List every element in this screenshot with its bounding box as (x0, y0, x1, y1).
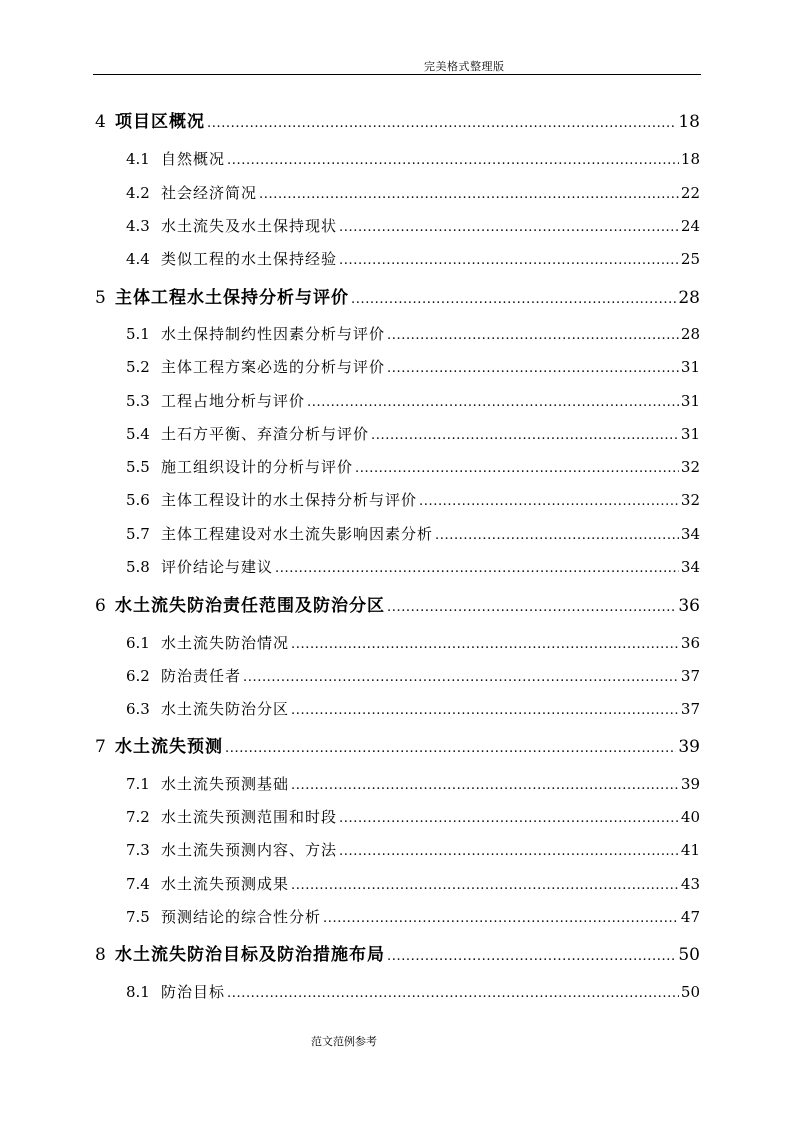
toc-entry-title: 自然概况 (161, 150, 226, 168)
toc-entry-number: 5.7 (126, 525, 150, 543)
toc-entry-title: 项目区概况 (115, 112, 205, 132)
toc-page-number: 34 (680, 558, 700, 576)
toc-page-number: 50 (680, 983, 700, 1001)
toc-dot-leader (207, 116, 676, 131)
toc-section-entry[interactable] (126, 773, 700, 794)
toc-section-entry[interactable] (126, 839, 700, 860)
toc-dot-leader (291, 878, 679, 893)
toc-entry-number: 7.3 (126, 841, 150, 859)
toc-entry-number: 6.1 (126, 634, 150, 652)
toc-dot-leader (291, 703, 679, 718)
toc-entry-title: 土石方平衡、弃渣分析与评价 (161, 425, 370, 443)
toc-dot-leader (387, 361, 679, 376)
toc-chapter-entry[interactable] (95, 591, 700, 616)
toc-page-number: 31 (680, 425, 700, 443)
toc-page-number: 36 (680, 634, 700, 652)
toc-dot-leader (243, 670, 679, 685)
toc-entry-title: 评价结论与建议 (161, 558, 274, 576)
toc-entry-title: 水土流失预测成果 (161, 875, 290, 893)
toc-entry-number: 8.1 (126, 983, 150, 1001)
toc-section-entry[interactable] (126, 489, 700, 510)
toc-dot-leader (291, 778, 679, 793)
toc-dot-leader (259, 187, 679, 202)
toc-page-number: 28 (680, 325, 700, 343)
toc-entry-title: 主体工程水土保持分析与评价 (115, 288, 349, 308)
toc-section-entry[interactable] (126, 423, 700, 444)
toc-page-number: 50 (678, 945, 700, 965)
toc-chapter-entry[interactable] (95, 732, 700, 757)
toc-entry-number: 8 (95, 945, 106, 965)
toc-page-number: 32 (680, 491, 700, 509)
toc-entry-title: 工程占地分析与评价 (161, 392, 306, 410)
toc-entry-number: 7.5 (126, 908, 150, 926)
toc-dot-leader (355, 461, 679, 476)
toc-dot-leader (339, 844, 679, 859)
toc-entry-title: 水土流失预测 (115, 737, 223, 757)
toc-page-number: 37 (680, 700, 700, 718)
toc-dot-leader (351, 292, 676, 307)
toc-page-number: 37 (680, 667, 700, 685)
toc-entry-number: 4 (95, 112, 106, 132)
toc-chapter-entry[interactable] (95, 940, 700, 965)
toc-page-number: 22 (680, 184, 700, 202)
toc-entry-title: 类似工程的水土保持经验 (161, 250, 338, 268)
toc-dot-leader (227, 153, 679, 168)
toc-page-number: 24 (680, 217, 700, 235)
toc-entry-number: 5 (95, 288, 106, 308)
toc-page-number: 40 (680, 808, 700, 826)
toc-section-entry[interactable] (126, 556, 700, 577)
toc-entry-number: 5.1 (126, 325, 150, 343)
toc-dot-leader (339, 220, 679, 235)
toc-page-number: 28 (678, 288, 700, 308)
toc-entry-number: 7.1 (126, 775, 150, 793)
toc-page-number: 31 (680, 392, 700, 410)
toc-section-entry[interactable] (126, 523, 700, 544)
toc-entry-title: 水土流失及水土保持现状 (161, 217, 338, 235)
toc-entry-number: 5.8 (126, 558, 150, 576)
toc-entry-title: 水土流失预测基础 (161, 775, 290, 793)
toc-section-entry[interactable] (126, 632, 700, 653)
toc-dot-leader (387, 328, 679, 343)
toc-page-number: 18 (680, 150, 700, 168)
toc-section-entry[interactable] (126, 806, 700, 827)
toc-entry-title: 主体工程方案必选的分析与评价 (161, 358, 386, 376)
toc-entry-title: 防治目标 (161, 983, 226, 1001)
toc-page-number: 25 (680, 250, 700, 268)
page-header: 完美格式整理版 (424, 60, 505, 73)
toc-dot-leader (419, 494, 679, 509)
toc-dot-leader (225, 741, 676, 756)
toc-entry-title: 水土流失预测内容、方法 (161, 841, 338, 859)
toc-section-entry[interactable] (126, 148, 700, 169)
page-footer: 范文范例参考 (311, 1035, 377, 1048)
toc-entry-title: 预测结论的综合性分析 (161, 908, 322, 926)
toc-entry-number: 5.2 (126, 358, 150, 376)
toc-dot-leader (339, 253, 679, 268)
toc-section-entry[interactable] (126, 665, 700, 686)
toc-entry-number: 4.1 (126, 150, 150, 168)
toc-section-entry[interactable] (126, 981, 700, 1002)
toc-entry-number: 7.4 (126, 875, 150, 893)
toc-dot-leader (291, 637, 679, 652)
toc-entry-number: 5.3 (126, 392, 150, 410)
toc-section-entry[interactable] (126, 906, 700, 927)
toc-page-number: 39 (678, 737, 700, 757)
toc-section-entry[interactable] (126, 323, 700, 344)
toc-section-entry[interactable] (126, 873, 700, 894)
toc-page-number: 41 (680, 841, 700, 859)
toc-section-entry[interactable] (126, 356, 700, 377)
toc-section-entry[interactable] (126, 215, 700, 236)
toc-entry-number: 6 (95, 596, 106, 616)
toc-entry-title: 水土流失防治情况 (161, 634, 290, 652)
toc-entry-number: 5.6 (126, 491, 150, 509)
toc-entry-title: 水土保持制约性因素分析与评价 (161, 325, 386, 343)
toc-entry-title: 社会经济简况 (161, 184, 258, 202)
toc-chapter-entry[interactable] (95, 107, 700, 132)
toc-page-number: 32 (680, 458, 700, 476)
toc-chapter-entry[interactable] (95, 283, 700, 308)
toc-dot-leader (339, 811, 679, 826)
toc-page-number: 39 (680, 775, 700, 793)
toc-dot-leader (387, 600, 676, 615)
toc-dot-leader (227, 986, 679, 1001)
toc-page-number: 18 (678, 112, 700, 132)
toc-section-entry[interactable] (126, 456, 700, 477)
toc-entry-number: 6.2 (126, 667, 150, 685)
toc-entry-number: 7.2 (126, 808, 150, 826)
toc-entry-number: 7 (95, 737, 106, 757)
toc-entry-title: 水土流失防治责任范围及防治分区 (115, 596, 385, 616)
toc-entry-title: 水土流失防治分区 (161, 700, 290, 718)
toc-dot-leader (275, 561, 679, 576)
toc-page-number: 43 (680, 875, 700, 893)
toc-page-number: 47 (680, 908, 700, 926)
toc-section-entry[interactable] (126, 698, 700, 719)
toc-dot-leader (387, 949, 676, 964)
toc-section-entry[interactable] (126, 248, 700, 269)
toc-section-entry[interactable] (126, 390, 700, 411)
toc-entry-number: 6.3 (126, 700, 150, 718)
toc-entry-title: 施工组织设计的分析与评价 (161, 458, 354, 476)
toc-entry-number: 4.4 (126, 250, 150, 268)
toc-page-number: 36 (678, 596, 700, 616)
toc-entry-number: 5.5 (126, 458, 150, 476)
toc-entry-title: 防治责任者 (161, 667, 242, 685)
toc-dot-leader (371, 428, 679, 443)
toc-entry-number: 4.2 (126, 184, 150, 202)
toc-entry-number: 4.3 (126, 217, 150, 235)
toc-entry-title: 主体工程建设对水土流失影响因素分析 (161, 525, 434, 543)
toc-dot-leader (307, 395, 679, 410)
toc-entry-title: 主体工程设计的水土保持分析与评价 (161, 491, 418, 509)
toc-entry-number: 5.4 (126, 425, 150, 443)
toc-page-number: 31 (680, 358, 700, 376)
toc-entry-title: 水土流失防治目标及防治措施布局 (115, 945, 385, 965)
toc-entry-title: 水土流失预测范围和时段 (161, 808, 338, 826)
toc-dot-leader (435, 528, 679, 543)
toc-section-entry[interactable] (126, 182, 700, 203)
toc-dot-leader (323, 911, 679, 926)
toc-page-number: 34 (680, 525, 700, 543)
